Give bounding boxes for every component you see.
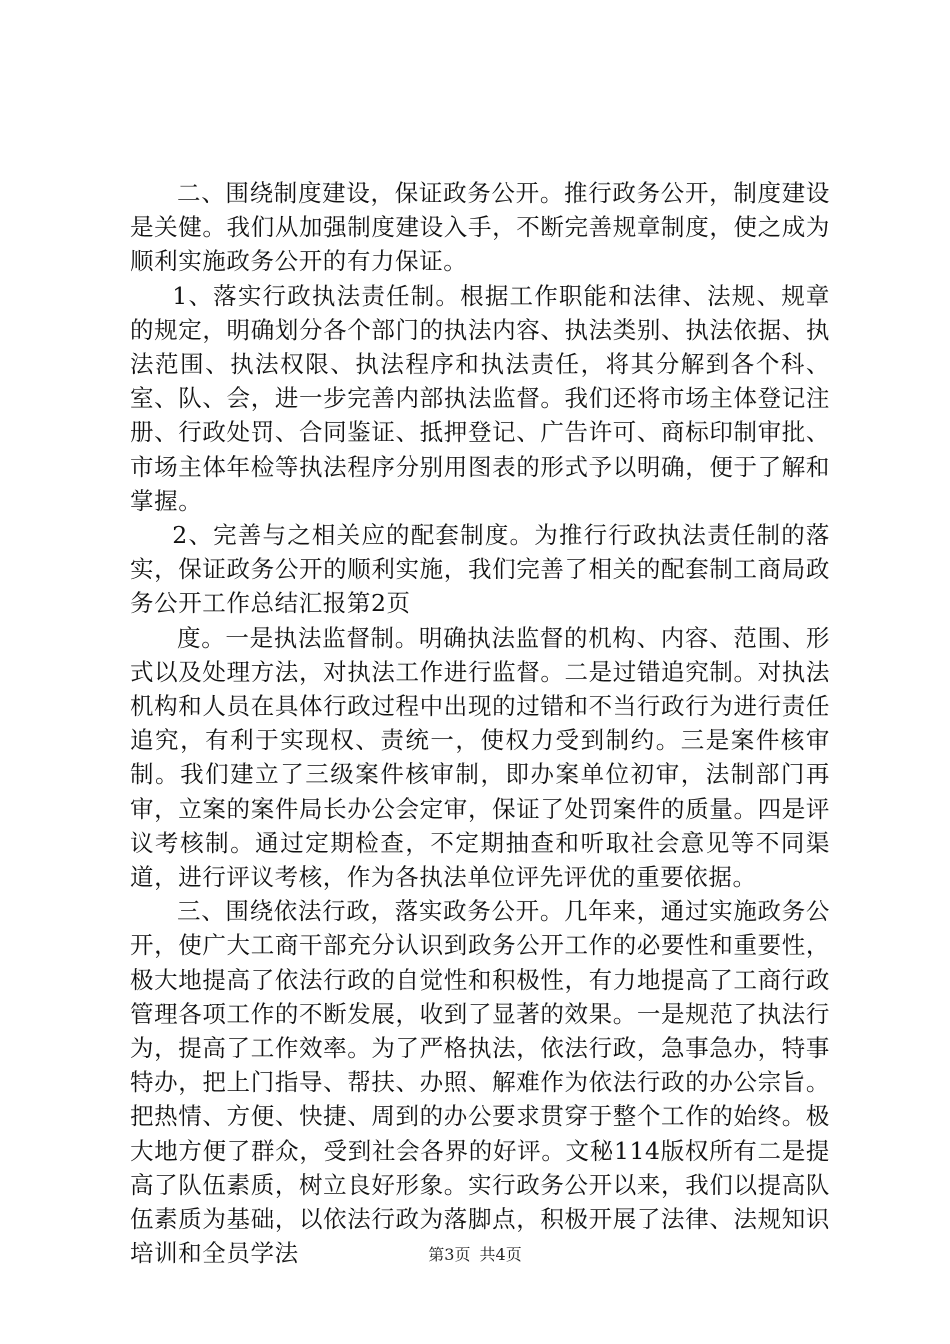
- paragraph-section-three: 三、围绕依法行政，落实政务公开。几年来，通过实施政务公开，使广大工商干部充分认识到政务公开工作的必要性和重要性，极大地提高了依法行政的自觉性和积极性，有力地提高了工商行政管理各项工作的不断发展，收到了显著的效果。一是规范了执法行为，提高了工作效率。为了严格执法，依法行政，急事急办，特事特办，把上门指导、帮扶、办照、解难作为依法行政的办公宗旨。把热情、方便、快捷、周到的办公要求贯穿于整个工作的始终。极大地方便了群众，受到社会各界的好评。文秘114版权所有二是提高了队伍素质，树立良好形象。实行政务公开以来，我们以提高队伍素质为基础，以依法行政为落脚点，积极开展了法律、法规知识培训和全员学法: [130, 897, 830, 1268]
- document-body: [130, 176, 830, 1271]
- paragraph-item-one: 1、落实行政执法责任制。根据工作职能和法律、法规、规章的规定，明确划分各个部门的执法内容、执法类别、执法依据、执法范围、执法权限、执法程序和执法责任，将其分解到各个科、室、队、会，进一步完善内部执法监督。我们还将市场主体登记注册、行政处罚、合同鉴证、抵押登记、广告许可、商标印制审批、市场主体年检等执法程序分别用图表的形式予以明确，便于了解和掌握。: [130, 281, 830, 515]
- paragraph-section-two: 二、围绕制度建设，保证政务公开。推行政务公开，制度建设是关健。我们从加强制度建设入手，不断完善规章制度，使之成为顺利实施政务公开的有力保证。: [130, 179, 830, 276]
- paragraph-item-two: 2、完善与之相关应的配套制度。为推行行政执法责任制的落实，保证政务公开的顺利实施，我们完善了相关的配套制工商局政务公开工作总结汇报第2页: [130, 521, 830, 618]
- page-footer: [0, 1245, 950, 1265]
- paragraph-item-two-continued: 度。一是执法监督制。明确执法监督的机构、内容、范围、形式以及处理方法，对执法工作进行监督。二是过错追究制。对执法机构和人员在具体行政过程中出现的过错和不当行政行为进行责任追究，有利于实现权、责统一，使权力受到制约。三是案件核审制。我们建立了三级案件核审制，即办案单位初审，法制部门再审，立案的案件局长办公会定审，保证了处罚案件的质量。四是评议考核制。通过定期检查，不定期抽查和听取社会意见等不同渠道，进行评议考核，作为各执法单位评先评优的重要依据。: [130, 623, 830, 892]
- page-number-total: 共4页: [479, 1245, 522, 1264]
- page-number-current: 第3页: [428, 1245, 471, 1264]
